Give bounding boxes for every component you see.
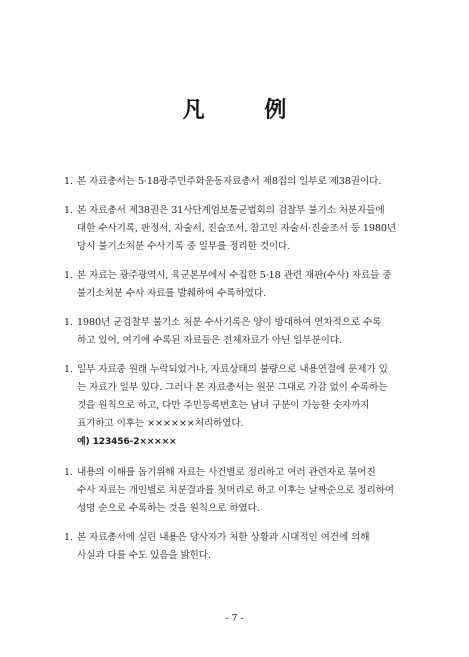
note-item: [64, 202, 408, 256]
note-line: 1980년 군검찰부 불기소 처분 수사기록은 양이 방대하여 연차적으로 수록: [77, 317, 382, 328]
note-item: [64, 464, 408, 518]
notes-list: [64, 173, 408, 565]
note-item: [64, 529, 408, 565]
note-item: [64, 314, 408, 350]
note-number: 1.: [64, 364, 73, 375]
note-number: 1.: [64, 176, 73, 187]
note-number: 1.: [64, 317, 73, 328]
note-line: 본 자료는 광주광역시, 육군본부에서 수집한 5·18 관련 재판(수사) 자료들 중: [77, 270, 392, 281]
note-line: 표기하고 이후는 ××××××처리하였다.: [77, 418, 244, 429]
note-line: 일부 자료중 원래 누락되었거나, 자료상태의 불량으로 내용연결에 문제가 있: [77, 364, 388, 375]
note-line: 것을 원칙으로 하고, 다만 주민등록번호는 남녀 구분이 가능한 숫자까지: [77, 400, 370, 411]
note-example: 예) 123456-2×××××: [77, 437, 177, 447]
note-item: [64, 267, 408, 303]
note-line: 불기소처분 수사 자료를 발췌하여 수록하였다.: [77, 288, 266, 299]
note-line: 본 자료총서는 5·18광주민주화운동자료총서 제8집의 일부로 제38권이다.: [77, 176, 382, 187]
note-line: 수사 자료는 개인별로 처분결과를 첫머리로 하고 이후는 날짜순으로 정리하여: [77, 485, 394, 496]
note-line: 는 자료가 일부 있다. 그러나 본 자료총서는 원문 그대로 가감 없이 수록하는: [77, 382, 388, 393]
note-item: [64, 361, 408, 451]
note-line: 사실과 다를 수도 있음을 밝힌다.: [77, 550, 211, 561]
note-line: 본 자료총서 제38권은 31사단계엄보통군법회의 검찰부 불기소 처분자들에: [77, 205, 385, 216]
note-line: 성명 순으로 수록하는 것을 원칙으로 하였다.: [77, 503, 260, 514]
note-number: 1.: [64, 532, 73, 543]
note-number: 1.: [64, 270, 73, 281]
page-number: - 7 -: [225, 613, 244, 624]
note-number: 1.: [64, 467, 73, 478]
note-number: 1.: [64, 205, 73, 216]
page-title: 凡 例: [182, 98, 313, 123]
note-line: 내용의 이해를 돕기위해 자료는 사건별로 정리하고 여러 관련자로 묶어진: [77, 467, 376, 478]
note-line: 대한 수사기록, 판정서, 자술서, 진술조서, 참고인 자술서·진술조서 등 1980년: [77, 223, 397, 234]
note-line: 당시 불기소처분 수사기록 중 일부를 정리한 것이다.: [77, 241, 291, 252]
note-item: [64, 173, 408, 191]
note-line: 하고 있어, 여기에 수록된 자료들은 전체자료가 아닌 일부분이다.: [77, 335, 342, 346]
note-line: 본 자료총서에 실린 내용은 당사자가 처한 상황과 시대적인 여건에 의해: [77, 532, 370, 543]
